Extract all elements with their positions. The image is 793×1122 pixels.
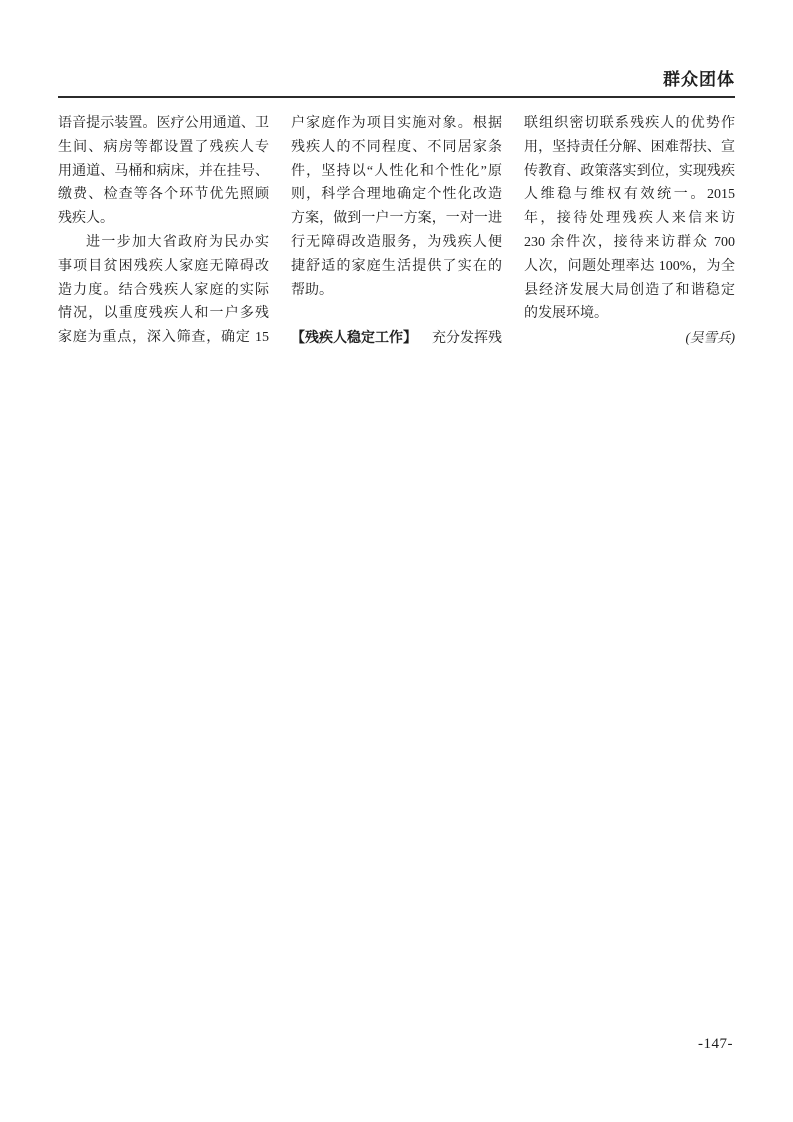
text-line: 县经济发展大局创造了和谐稳定 xyxy=(524,282,735,298)
text-line: 人维稳与维权有效统一。2015 xyxy=(524,187,735,203)
text-column-2 xyxy=(291,112,502,350)
text-line: 事项目贫困残疾人家庭无障碍改 xyxy=(58,258,269,274)
text-line: 则，科学合理地确定个性化改造 xyxy=(291,187,502,203)
text-line: 年，接待处理残疾人来信来访 xyxy=(524,211,735,227)
text-line: 情况，以重度残疾人和一户多残 xyxy=(58,306,269,322)
text-line: 件，坚持以“人性化和个性化”原 xyxy=(291,163,502,179)
text-line: 方案，做到一户一方案，一对一进 xyxy=(291,211,502,227)
paragraph-last-line: 帮助。 xyxy=(291,282,333,298)
entry-heading: 【残疾人稳定工作】 xyxy=(291,329,417,346)
paragraph-first-line: 进一步加大省政府为民办实 xyxy=(86,234,269,250)
text-line: 传教育、政策落实到位，实现残疾 xyxy=(524,163,735,179)
entry-heading-line xyxy=(291,326,502,350)
text-column-1 xyxy=(58,112,269,350)
text-line: 残疾人的不同程度、不同居家条 xyxy=(291,139,502,155)
text-line: 缴费、检查等各个环节优先照顾 xyxy=(58,187,269,203)
text-column-3 xyxy=(524,112,735,350)
entry-lead-text: 充分发挥残 xyxy=(432,331,502,347)
text-line: 造力度。结合残疾人家庭的实际 xyxy=(58,282,269,298)
blank-line xyxy=(291,302,502,326)
content-columns xyxy=(58,112,735,350)
text-line: 行无障碍改造服务，为残疾人便 xyxy=(291,234,502,250)
page-number: -147- xyxy=(698,1036,733,1052)
text-line: 生间、病房等都设置了残疾人专 xyxy=(58,139,269,155)
text-line: 语音提示装置。医疗公用通道、卫 xyxy=(58,116,269,131)
text-line: 联组织密切联系残疾人的优势作 xyxy=(524,116,735,131)
text-line: 户家庭作为项目实施对象。根据 xyxy=(291,116,502,131)
text-line: 用，坚持责任分解、困难帮扶、宣 xyxy=(524,139,735,155)
text-line: 捷舒适的家庭生活提供了实在的 xyxy=(291,258,502,274)
running-head-section-title: 群众团体 xyxy=(663,70,735,89)
paragraph-last-line: 的发展环境。 xyxy=(524,306,608,322)
text-line: 人次，问题处理率达 100%，为全 xyxy=(524,258,735,274)
text-line: 用通道、马桶和病床，并在挂号、 xyxy=(58,163,269,179)
paragraph-last-line: 残疾人。 xyxy=(58,211,114,227)
header-rule xyxy=(58,96,735,98)
text-line: 家庭为重点，深入筛查，确定 15 xyxy=(58,330,269,346)
text-line: 230 余件次，接待来访群众 700 xyxy=(524,234,735,250)
author-signature: (吴雪兵) xyxy=(685,330,735,346)
